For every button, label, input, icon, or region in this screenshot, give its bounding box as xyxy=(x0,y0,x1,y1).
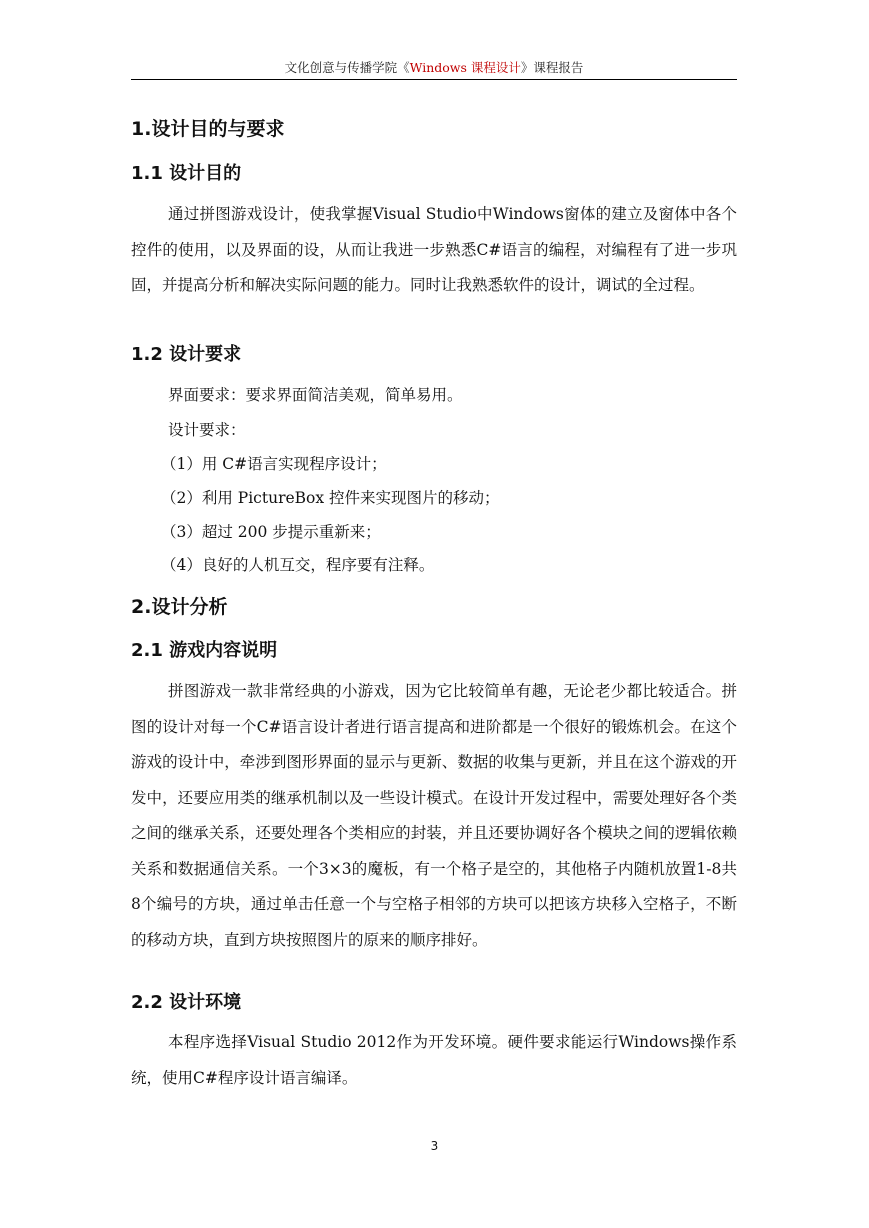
section-2-1-heading: 2.1 游戏内容说明 xyxy=(131,640,278,661)
design-requirement-label: 设计要求： xyxy=(168,421,246,439)
header-suffix: 》课程报告 xyxy=(520,60,584,75)
header-course-title: Windows 课程设计 xyxy=(409,60,521,75)
section-2-heading: 2.设计分析 xyxy=(131,596,228,618)
section-2-2-paragraph: 本程序选择Visual Studio 2012作为开发环境。硬件要求能运行Windows操作系统，使用C#程序设计语言编译。 xyxy=(131,1033,737,1087)
requirement-item: （3）超过 200 步提示重新来； xyxy=(161,523,381,541)
section-1-1-heading: 1.1 设计目的 xyxy=(131,163,242,184)
page-header xyxy=(131,58,737,76)
section-2-1-paragraph: 拼图游戏一款非常经典的小游戏，因为它比较简单有趣，无论老少都比较适合。拼图的设计对每一个C#语言设计者进行语言提高和进阶都是一个很好的锻炼机会。在这个游戏的设计中，牵涉到图形界面的显示与更新、数据的收集与更新，并且在这个游戏的开发中，还要应用类的继承机制以及一些设计模式。在设计开发过程中，需要处理好各个类之间的继承关系，还要处理各个类相应的封装，并且还要协调好各个模块之间的逻辑依赖关系和数据通信关系。一个3×3的魔板，有一个格子是空的，其他格子内随机放置1-8共8个编号的方块，通过单击任意一个与空格子相邻的方块可以把该方块移入空格子，不断的移动方块，直到方块按照图片的原来的顺序排好。 xyxy=(131,682,737,949)
requirement-item: （1）用 C#语言实现程序设计； xyxy=(161,455,387,473)
section-2-2-heading: 2.2 设计环境 xyxy=(131,992,242,1013)
section-1-1-paragraph: 通过拼图游戏设计，使我掌握Visual Studio中Windows窗体的建立及窗体中各个控件的使用，以及界面的设，从而让我进一步熟悉C#语言的编程，对编程有了进一步巩固，并提高分析和解决实际问题的能力。同时让我熟悉软件的设计，调试的全过程。 xyxy=(131,205,737,294)
requirement-item: （2）利用 PictureBox 控件来实现图片的移动； xyxy=(161,489,500,507)
requirement-item: （4）良好的人机互交，程序要有注释。 xyxy=(161,556,435,574)
section-1-2-heading: 1.2 设计要求 xyxy=(131,344,242,365)
section-1-heading: 1.设计目的与要求 xyxy=(131,118,285,140)
header-divider xyxy=(131,79,737,80)
header-prefix: 文化创意与传播学院《 xyxy=(284,60,410,75)
ui-requirement: 界面要求：要求界面简洁美观，简单易用。 xyxy=(168,386,463,404)
page-number: 3 xyxy=(430,1139,439,1153)
